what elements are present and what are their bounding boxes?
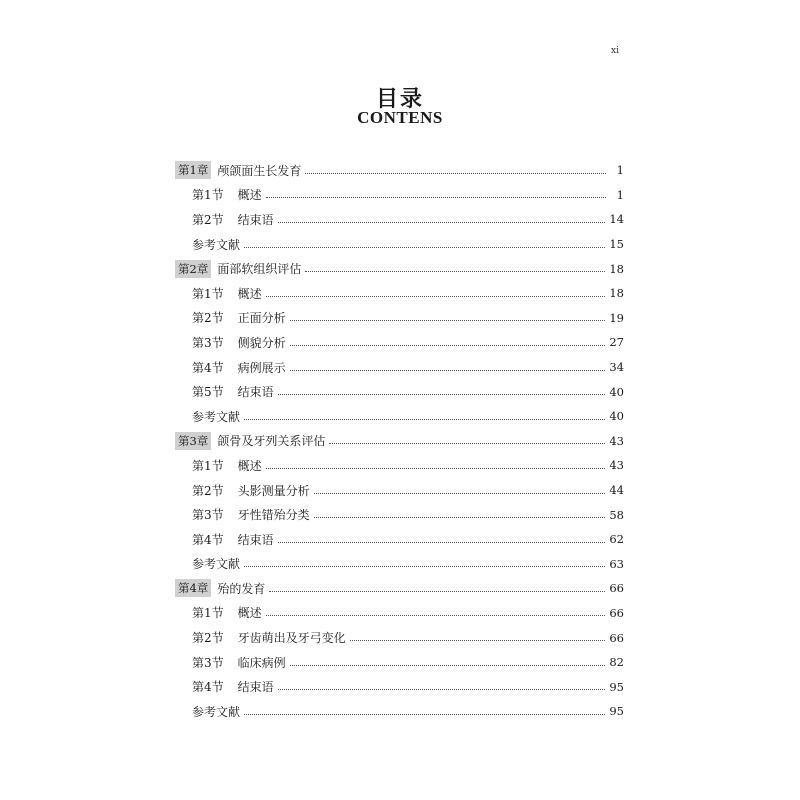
chapter-badge: 第2章 bbox=[175, 260, 211, 278]
toc-entry-section[interactable] bbox=[175, 527, 624, 552]
section-label: 第2节 bbox=[192, 483, 224, 498]
dot-leader bbox=[269, 591, 605, 592]
toc-entry-page: 43 bbox=[609, 458, 624, 473]
chapter-badge: 第4章 bbox=[175, 579, 211, 597]
toc-entry-page: 27 bbox=[609, 335, 624, 350]
dot-leader bbox=[305, 173, 606, 174]
toc-entry-page: 40 bbox=[609, 409, 624, 424]
toc-entry-page: 66 bbox=[609, 630, 624, 645]
dot-leader bbox=[278, 689, 606, 690]
toc-entry-section[interactable] bbox=[175, 330, 624, 355]
toc-entry-section[interactable] bbox=[175, 281, 624, 306]
toc-entry-title: 殆的发育 bbox=[217, 581, 266, 596]
section-label: 第4节 bbox=[192, 680, 224, 695]
toc-entry-title: 头影测量分析 bbox=[237, 483, 310, 498]
toc-entry-title: 参考文献 bbox=[192, 409, 241, 424]
toc-entry-page: 95 bbox=[609, 679, 624, 694]
toc-entry-title: 病例展示 bbox=[237, 360, 286, 375]
toc-entry-section[interactable] bbox=[175, 478, 624, 503]
dot-leader bbox=[266, 197, 606, 198]
toc-entry-title: 参考文献 bbox=[192, 237, 241, 252]
toc-entry-page: 18 bbox=[609, 286, 624, 301]
toc-entry-page: 18 bbox=[609, 261, 624, 276]
toc-entry-section[interactable] bbox=[175, 183, 624, 208]
section-label: 第2节 bbox=[192, 311, 224, 326]
toc-entry-title: 结束语 bbox=[237, 385, 274, 400]
toc-entry-page: 34 bbox=[609, 360, 624, 375]
toc-entry-ref[interactable] bbox=[175, 232, 624, 257]
dot-leader bbox=[244, 714, 605, 715]
toc-entry-chapter[interactable] bbox=[175, 158, 624, 183]
toc-entry-title: 颌骨及牙列关系评估 bbox=[217, 434, 326, 449]
section-label: 第1节 bbox=[192, 458, 224, 473]
section-label: 第3节 bbox=[192, 335, 224, 350]
toc-entry-page: 63 bbox=[609, 556, 624, 571]
toc-entry-page: 15 bbox=[609, 237, 624, 252]
dot-leader bbox=[266, 296, 606, 297]
dot-leader bbox=[244, 566, 605, 567]
toc-title-english: CONTENS bbox=[357, 108, 443, 127]
toc-entry-title: 概述 bbox=[237, 286, 262, 301]
toc-entry-section[interactable] bbox=[175, 601, 624, 626]
toc-entry-chapter[interactable] bbox=[175, 576, 624, 601]
dot-leader bbox=[290, 370, 606, 371]
dot-leader bbox=[278, 394, 606, 395]
toc-entry-section[interactable] bbox=[175, 379, 624, 404]
section-label: 第1节 bbox=[192, 286, 224, 301]
toc-entry-page: 43 bbox=[609, 433, 624, 448]
section-label: 第2节 bbox=[192, 212, 224, 227]
dot-leader bbox=[244, 247, 605, 248]
dot-leader bbox=[329, 443, 605, 444]
section-label: 第5节 bbox=[192, 385, 224, 400]
toc-entry-title: 参考文献 bbox=[192, 557, 241, 572]
dot-leader bbox=[278, 542, 606, 543]
toc-entry-section[interactable] bbox=[175, 207, 624, 232]
toc-entry-title: 面部软组织评估 bbox=[217, 262, 302, 277]
toc-title-chinese: 目录 bbox=[375, 86, 424, 112]
toc-entry-title: 正面分析 bbox=[237, 311, 286, 326]
dot-leader bbox=[266, 615, 606, 616]
section-label: 第4节 bbox=[192, 360, 224, 375]
dot-leader bbox=[305, 271, 605, 272]
toc-entry-title: 概述 bbox=[237, 606, 262, 621]
dot-leader bbox=[290, 345, 606, 346]
toc-entry-section[interactable] bbox=[175, 453, 624, 478]
toc-entry-page: 82 bbox=[609, 655, 624, 670]
toc-entry-section[interactable] bbox=[175, 625, 624, 650]
dot-leader bbox=[244, 419, 605, 420]
toc-entry-title: 结束语 bbox=[237, 532, 274, 547]
dot-leader bbox=[278, 222, 606, 223]
section-label: 第4节 bbox=[192, 532, 224, 547]
toc-entry-page: 62 bbox=[609, 532, 624, 547]
toc-entry-title: 参考文献 bbox=[192, 704, 241, 719]
section-label: 第1节 bbox=[192, 606, 224, 621]
toc-entry-title: 概述 bbox=[237, 188, 262, 203]
toc-entry-title: 牙性错殆分类 bbox=[237, 508, 310, 523]
dot-leader bbox=[350, 640, 606, 641]
toc-entry-page: 44 bbox=[609, 483, 624, 498]
dot-leader bbox=[266, 468, 606, 469]
dot-leader bbox=[290, 320, 606, 321]
toc-entry-page: 1 bbox=[616, 163, 624, 178]
toc-entry-section[interactable] bbox=[175, 355, 624, 380]
toc-entry-title: 结束语 bbox=[237, 212, 274, 227]
toc-entry-page: 66 bbox=[609, 605, 624, 620]
toc-entry-page: 14 bbox=[609, 212, 624, 227]
dot-leader bbox=[290, 665, 606, 666]
section-label: 第2节 bbox=[192, 631, 224, 646]
toc-entry-page: 40 bbox=[609, 384, 624, 399]
dot-leader bbox=[314, 517, 606, 518]
toc-entry-section[interactable] bbox=[175, 306, 624, 331]
page-number: xi bbox=[611, 46, 619, 56]
toc-entry-section[interactable] bbox=[175, 650, 624, 675]
toc-entry-page: 66 bbox=[609, 581, 624, 596]
toc-entry-chapter[interactable] bbox=[175, 256, 624, 281]
toc-entry-title: 牙齿萌出及牙弓变化 bbox=[237, 631, 346, 646]
table-of-contents bbox=[175, 158, 624, 724]
dot-leader bbox=[314, 493, 606, 494]
section-label: 第3节 bbox=[192, 508, 224, 523]
chapter-badge: 第3章 bbox=[175, 432, 211, 450]
toc-entry-ref[interactable] bbox=[175, 552, 624, 577]
toc-entry-page: 1 bbox=[616, 187, 624, 202]
toc-entry-section[interactable] bbox=[175, 502, 624, 527]
toc-entry-title: 颅颌面生长发育 bbox=[217, 163, 302, 178]
toc-entry-page: 19 bbox=[609, 310, 624, 325]
toc-entry-ref[interactable] bbox=[175, 699, 624, 724]
toc-entry-title: 临床病例 bbox=[237, 655, 286, 670]
toc-entry-page: 58 bbox=[609, 507, 624, 522]
toc-entry-chapter[interactable] bbox=[175, 429, 624, 454]
section-label: 第3节 bbox=[192, 655, 224, 670]
toc-entry-title: 侧貌分析 bbox=[237, 335, 286, 350]
section-label: 第1节 bbox=[192, 188, 224, 203]
toc-entry-title: 概述 bbox=[237, 458, 262, 473]
toc-entry-ref[interactable] bbox=[175, 404, 624, 429]
toc-entry-page: 95 bbox=[609, 704, 624, 719]
toc-entry-title: 结束语 bbox=[237, 680, 274, 695]
toc-entry-section[interactable] bbox=[175, 674, 624, 699]
chapter-badge: 第1章 bbox=[175, 161, 211, 179]
